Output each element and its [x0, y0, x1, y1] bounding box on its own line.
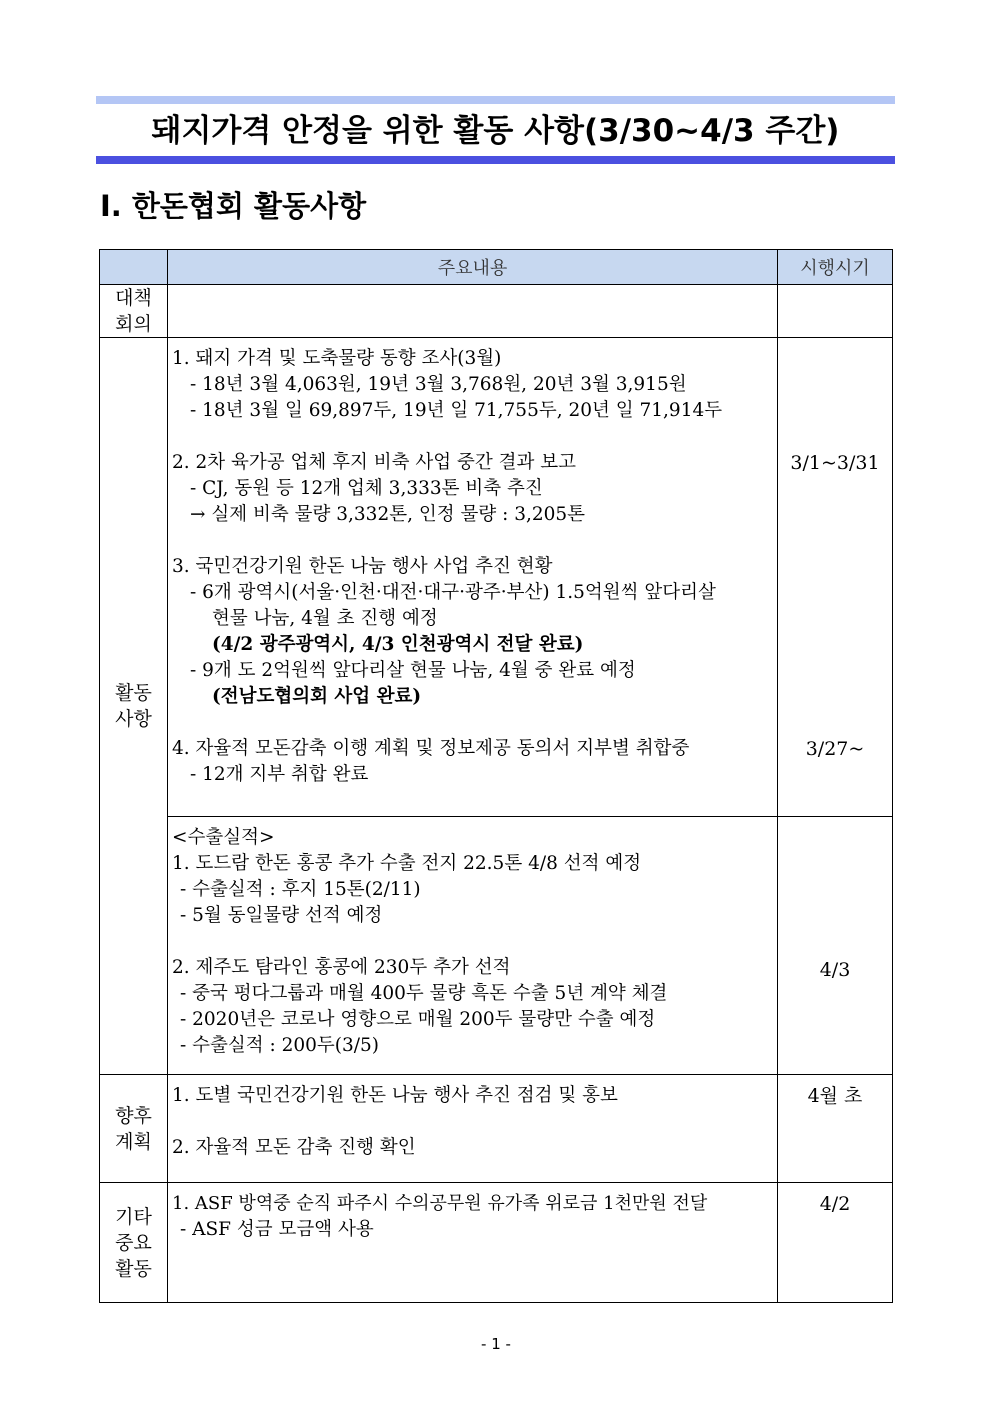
meeting-date	[778, 285, 893, 338]
activity-date-2: 3/27~	[805, 738, 865, 760]
page-number: - 1 -	[481, 1335, 511, 1353]
plan-line-2: 2. 자율적 모돈 감축 진행 확인	[172, 1137, 416, 1158]
meeting-content	[168, 285, 778, 338]
export-date: 4/3	[819, 959, 851, 981]
other-line-1: 1. ASF 방역중 순직 파주시 수의공무원 유가족 위로금 1천만원 전달	[172, 1193, 708, 1214]
table-row-plan	[100, 1075, 893, 1183]
activity-item-3-line-4: - 9개 도 2억원씩 앞다리살 현물 나눔, 4월 중 완료 예정	[190, 660, 636, 681]
table-header-row	[100, 250, 893, 285]
category-meeting: 대책 회의	[100, 285, 168, 338]
table-row-activity	[100, 338, 893, 817]
export-item-1-line-2: - 5월 동일물량 선적 예정	[180, 905, 383, 926]
header-main-content: 주요내용	[168, 250, 778, 285]
activity-item-3-line-2: 현물 나눔, 4월 초 진행 예정	[212, 608, 438, 629]
header-schedule: 시행시기	[778, 250, 893, 285]
export-item-1-title: 1. 도드람 한돈 홍콩 추가 수출 전지 22.5톤 4/8 선적 예정	[172, 853, 642, 874]
activity-item-1-line-2: - 18년 3월 일 69,897두, 19년 일 71,755두, 20년 일 71,914두	[190, 400, 723, 421]
table-row-other	[100, 1183, 893, 1303]
other-line-2: - ASF 성금 모금액 사용	[180, 1219, 374, 1240]
export-content	[168, 817, 778, 1075]
activity-item-4-line-1: - 12개 지부 취합 완료	[190, 764, 369, 785]
activity-item-3-line-3: (4/2 광주광역시, 4/3 인천광역시 전달 완료)	[212, 634, 584, 655]
export-item-2-line-1: - 중국 펑다그룹과 매월 400두 물량 흑돈 수출 5년 계약 체결	[180, 983, 668, 1004]
other-content	[168, 1183, 778, 1303]
activity-item-2-title: 2. 2차 육가공 업체 후지 비축 사업 중간 결과 보고	[172, 452, 577, 473]
category-plan: 향후 계획	[100, 1075, 168, 1183]
title-bar-bottom	[96, 156, 895, 164]
page-title: 돼지가격 안정을 위한 활동 사항(3/30~4/3 주간)	[151, 113, 840, 149]
plan-content	[168, 1075, 778, 1183]
export-item-2-line-3: - 수출실적 : 200두(3/5)	[180, 1035, 380, 1056]
plan-date-cell	[778, 1075, 893, 1183]
activity-table	[99, 249, 893, 1303]
plan-date: 4월 초	[807, 1085, 863, 1107]
activity-item-2-line-1: - CJ, 동원 등 12개 업체 3,333톤 비축 추진	[190, 478, 543, 499]
table-row-export	[100, 817, 893, 1075]
activity-dates	[778, 338, 893, 817]
plan-line-1: 1. 도별 국민건강기원 한돈 나눔 행사 추진 점검 및 홍보	[172, 1085, 618, 1106]
activity-item-3-title: 3. 국민건강기원 한돈 나눔 행사 사업 추진 현황	[172, 556, 553, 577]
category-activity: 활동 사항	[100, 338, 168, 1075]
other-date-cell	[778, 1183, 893, 1303]
export-heading: <수출실적>	[172, 827, 275, 848]
category-other: 기타 중요 활동	[100, 1183, 168, 1303]
activity-item-3-line-5: (전남도협의회 사업 완료)	[212, 686, 422, 707]
activity-item-2-line-2: → 실제 비축 물량 3,332톤, 인정 물량 : 3,205톤	[190, 504, 586, 525]
export-item-2-title: 2. 제주도 탐라인 홍콩에 230두 추가 선적	[172, 957, 511, 978]
activity-content	[168, 338, 778, 817]
header-cell-empty	[100, 250, 168, 285]
section-heading: Ⅰ. 한돈협회 활동사항	[100, 189, 367, 223]
title-bar-top	[96, 96, 895, 104]
activity-item-1-line-1: - 18년 3월 4,063원, 19년 3월 3,768원, 20년 3월 3,915원	[190, 374, 687, 395]
activity-item-3-line-1: - 6개 광역시(서울·인천·대전·대구·광주·부산) 1.5억원씩 앞다리살	[190, 582, 716, 603]
export-item-2-line-2: - 2020년은 코로나 영향으로 매월 200두 물량만 수출 예정	[180, 1009, 656, 1030]
activity-date-1: 3/1~3/31	[790, 452, 880, 474]
export-item-1-line-1: - 수출실적 : 후지 15톤(2/11)	[180, 879, 421, 900]
other-date: 4/2	[819, 1193, 851, 1215]
activity-item-4-title: 4. 자율적 모돈감축 이행 계획 및 정보제공 동의서 지부별 취합중	[172, 738, 690, 759]
export-date-cell	[778, 817, 893, 1075]
activity-item-1-title: 1. 돼지 가격 및 도축물량 동향 조사(3월)	[172, 348, 502, 369]
table-row-meeting	[100, 285, 893, 338]
